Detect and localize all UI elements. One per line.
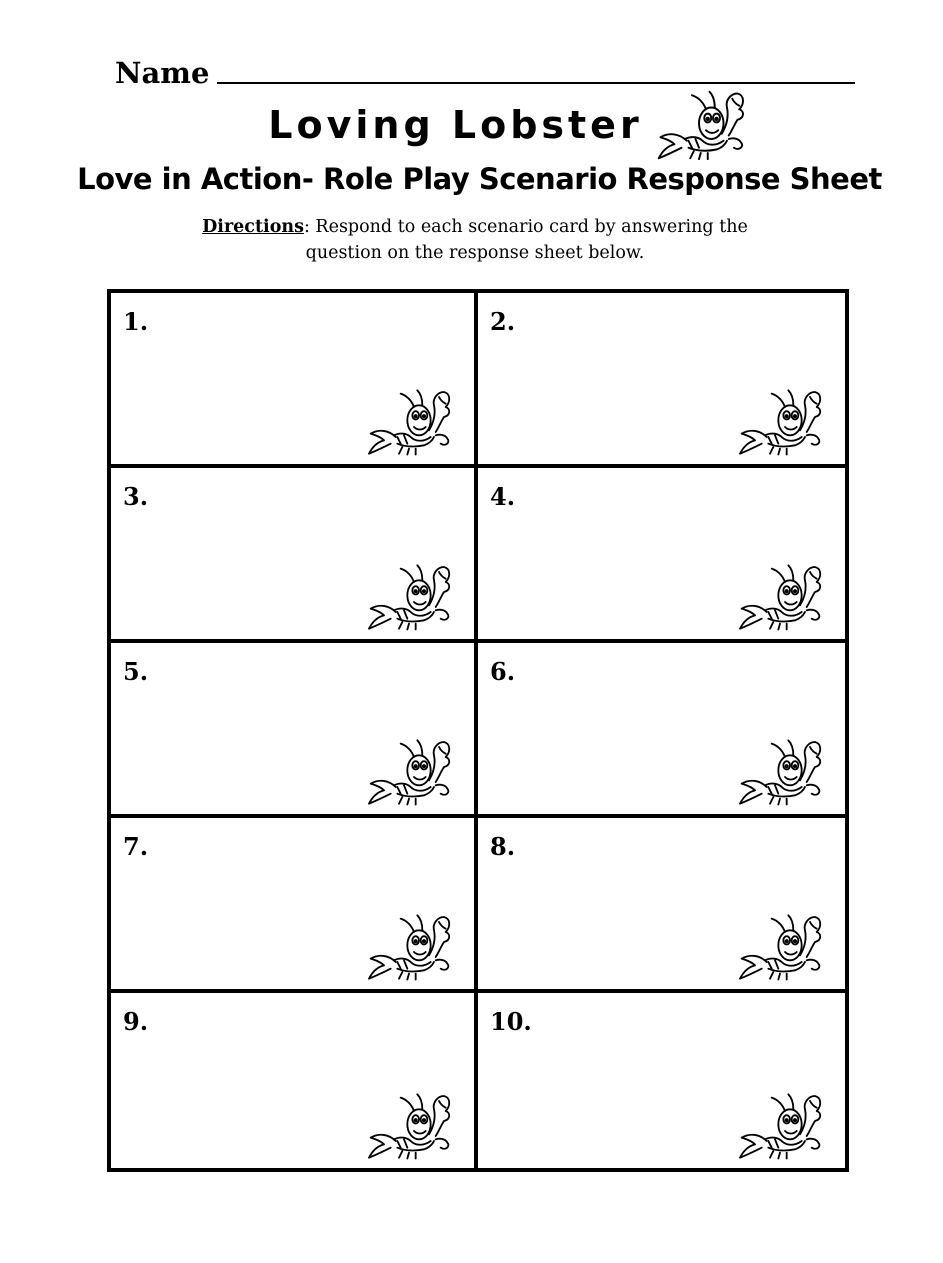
response-card-10[interactable] (478, 993, 845, 1168)
response-card-4[interactable] (478, 468, 845, 643)
directions-label: Directions (202, 217, 304, 237)
card-number: 5. (123, 657, 149, 686)
page-title: Loving Lobster (268, 103, 643, 147)
card-number: 6. (490, 657, 516, 686)
title-row (0, 90, 943, 160)
lobster-icon (735, 736, 835, 808)
directions-text: : Respond to each scenario card by answering the question on the response sheet below. (303, 217, 748, 263)
lobster-icon (647, 90, 765, 160)
lobster-icon (735, 561, 835, 633)
card-number: 8. (490, 832, 516, 861)
lobster-icon (364, 386, 464, 458)
response-card-7[interactable] (111, 818, 478, 993)
lobster-icon (735, 911, 835, 983)
response-card-2[interactable] (478, 293, 845, 468)
name-row (115, 48, 855, 88)
page-subtitle: Love in Action- Role Play Scenario Response Sheet (77, 162, 882, 196)
card-number: 1. (123, 307, 149, 336)
response-card-3[interactable] (111, 468, 478, 643)
lobster-icon (364, 561, 464, 633)
response-card-8[interactable] (478, 818, 845, 993)
card-number: 3. (123, 482, 149, 511)
card-number: 4. (490, 482, 516, 511)
response-card-1[interactable] (111, 293, 478, 468)
lobster-icon (735, 386, 835, 458)
response-grid (107, 289, 849, 1172)
name-input-line[interactable] (217, 52, 855, 84)
response-card-5[interactable] (111, 643, 478, 818)
directions (190, 214, 760, 266)
card-number: 10. (490, 1007, 532, 1036)
lobster-icon (364, 911, 464, 983)
response-card-6[interactable] (478, 643, 845, 818)
lobster-icon (364, 736, 464, 808)
lobster-icon (735, 1090, 835, 1162)
card-number: 9. (123, 1007, 149, 1036)
card-number: 2. (490, 307, 516, 336)
card-number: 7. (123, 832, 149, 861)
lobster-icon (364, 1090, 464, 1162)
name-label: Name (115, 56, 210, 90)
response-card-9[interactable] (111, 993, 478, 1168)
